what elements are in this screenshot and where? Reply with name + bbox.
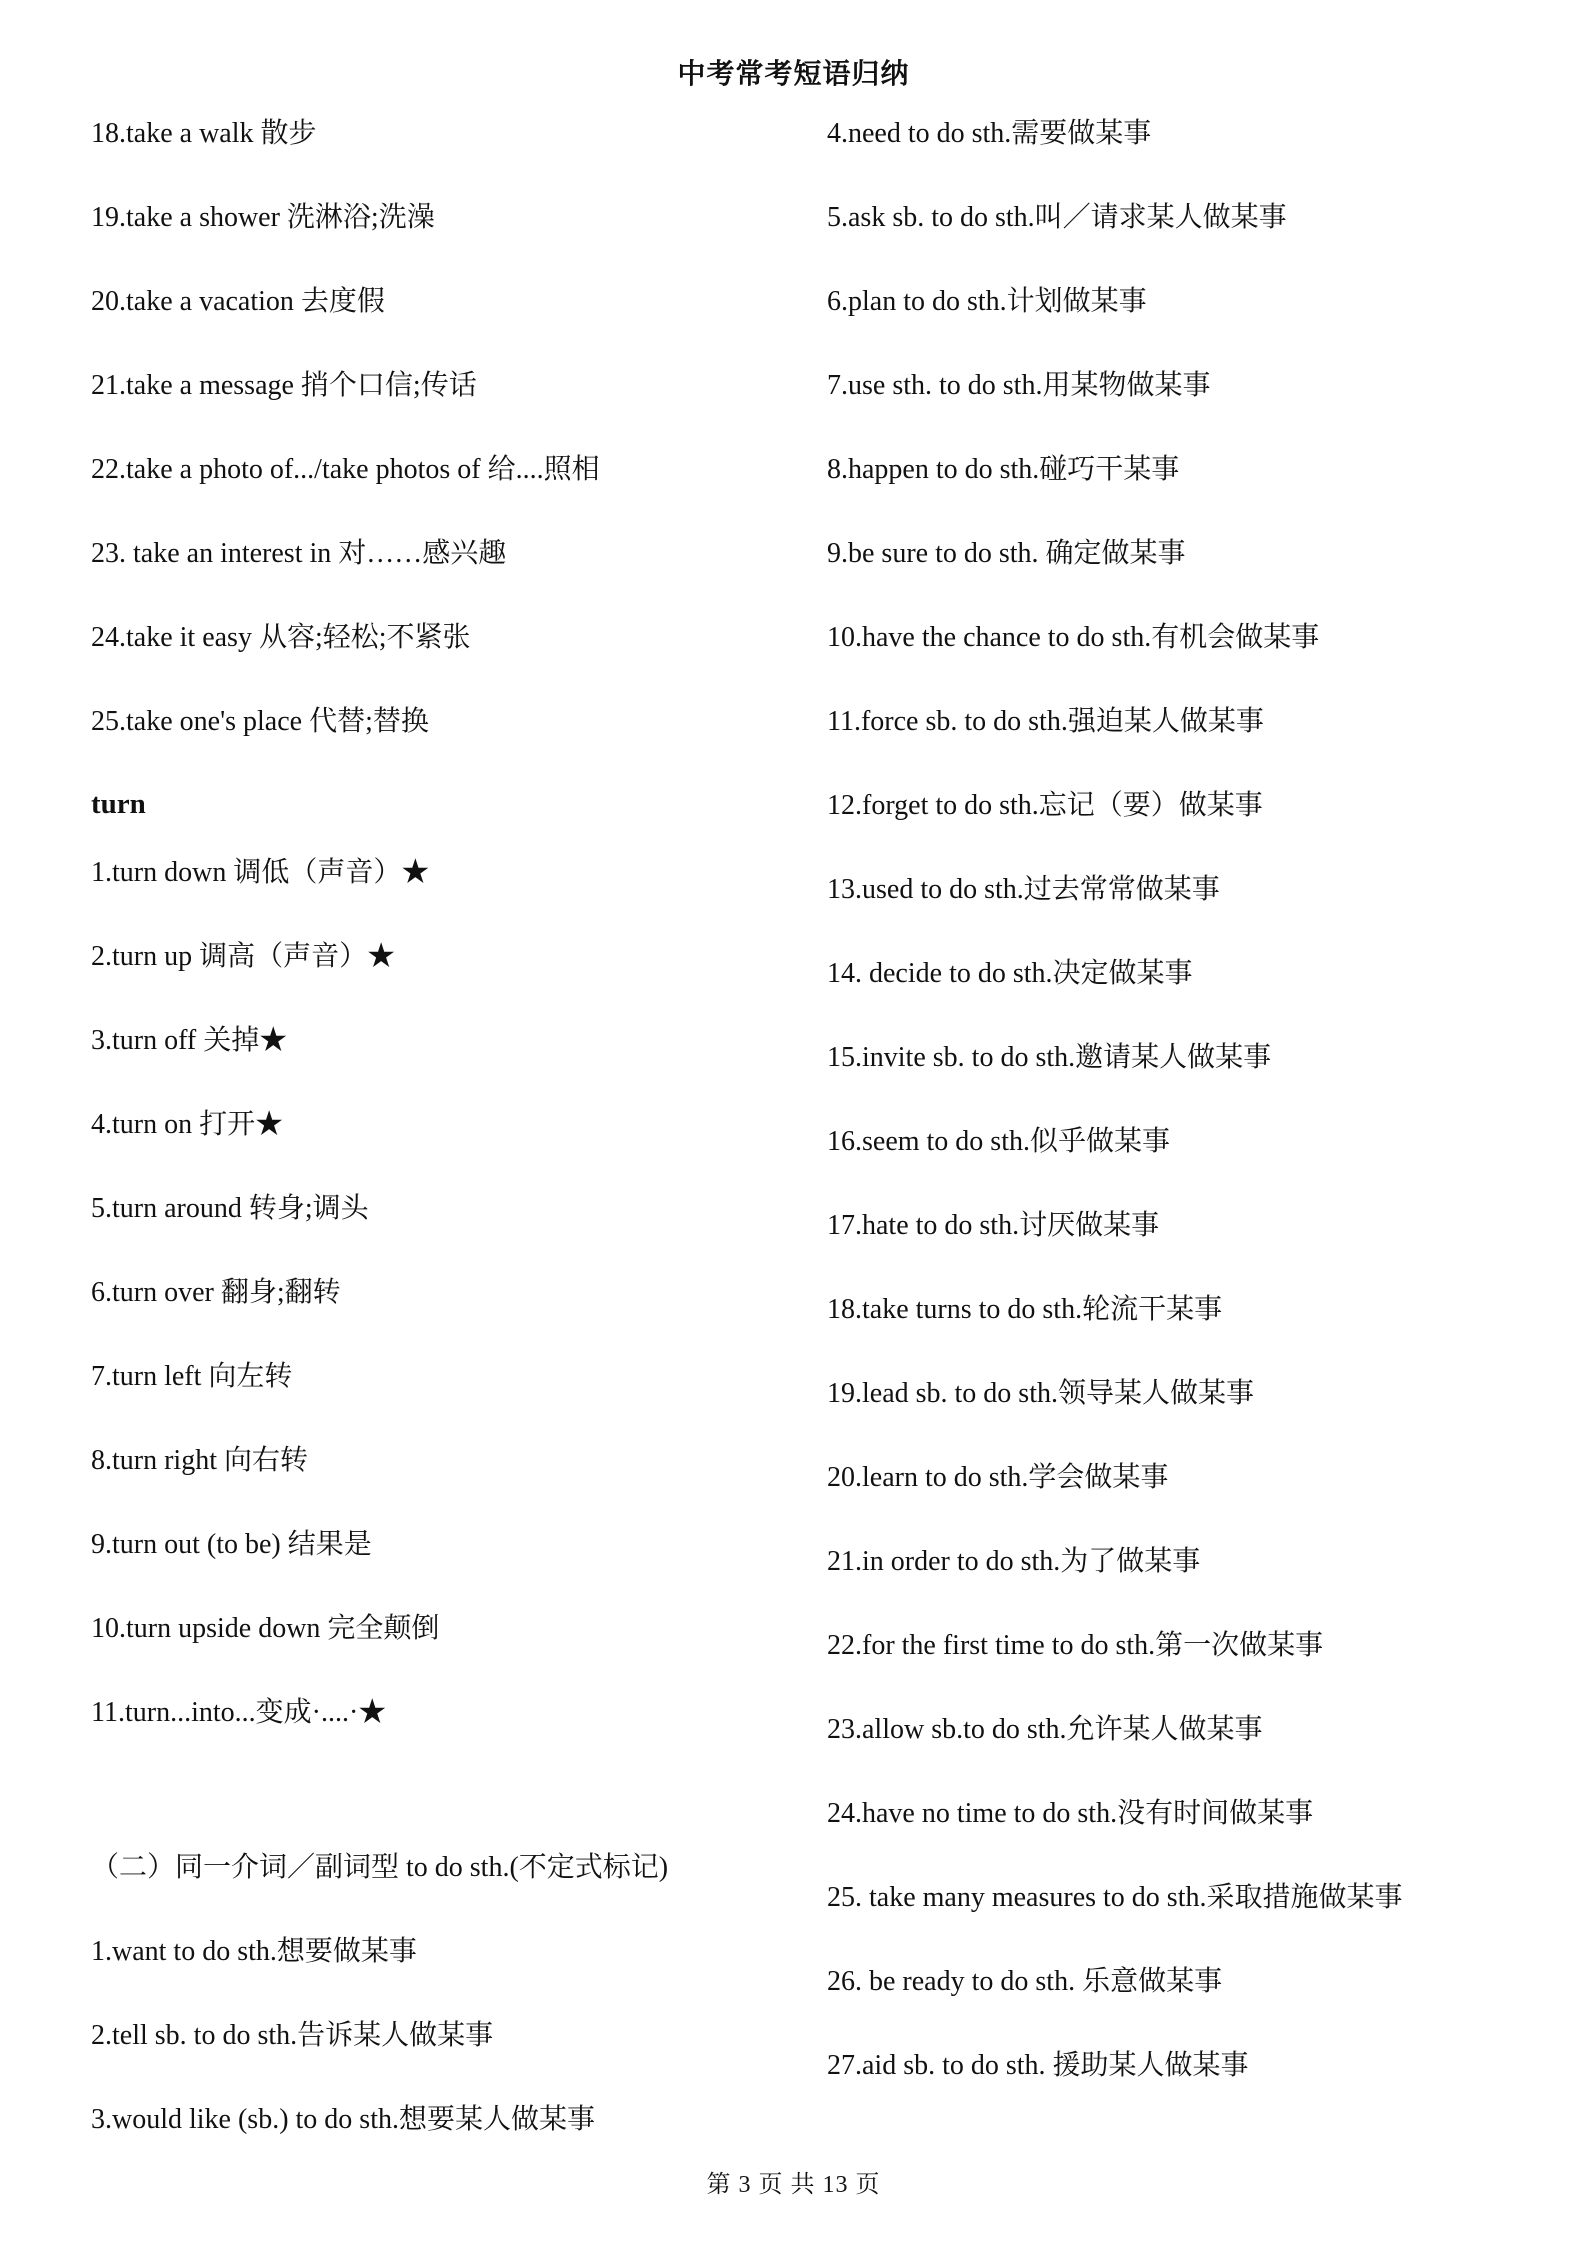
phrase-item: 18.take turns to do sth.轮流干某事 — [827, 1294, 1223, 1325]
phrase-item: 4.need to do sth.需要做某事 — [827, 118, 1152, 149]
phrase-item: 7.turn left 向左转 — [91, 1361, 293, 1392]
phrase-item: 16.seem to do sth.似乎做某事 — [827, 1126, 1170, 1157]
phrase-item: 15.invite sb. to do sth.邀请某人做某事 — [827, 1042, 1272, 1073]
phrase-item: 25. take many measures to do sth.采取措施做某事 — [827, 1882, 1403, 1913]
phrase-item: 23.allow sb.to do sth.允许某人做某事 — [827, 1714, 1263, 1745]
phrase-item: （二）同一介词／副词型 to do sth.(不定式标记) — [91, 1852, 669, 1883]
phrase-item: 21.take a message 捎个口信;传话 — [91, 370, 477, 401]
phrase-item: 3.turn off 关掉★ — [91, 1025, 288, 1056]
phrase-item: 19.take a shower 洗淋浴;洗澡 — [91, 202, 435, 233]
phrase-item: 9.be sure to do sth. 确定做某事 — [827, 538, 1186, 569]
phrase-item: 1.want to do sth.想要做某事 — [91, 1936, 417, 1967]
spacer — [91, 1771, 811, 1842]
phrase-item: 17.hate to do sth.讨厌做某事 — [827, 1210, 1160, 1241]
phrase-item: 20.learn to do sth.学会做某事 — [827, 1462, 1169, 1493]
phrase-item: 2.turn up 调高（声音）★ — [91, 941, 396, 972]
phrase-item: 3.would like (sb.) to do sth.想要某人做某事 — [91, 2104, 595, 2135]
phrase-item: 8.turn right 向右转 — [91, 1445, 308, 1476]
phrase-item: 1.turn down 调低（声音）★ — [91, 857, 430, 888]
section-heading: turn — [91, 788, 146, 820]
phrase-item: 14. decide to do sth.决定做某事 — [827, 958, 1193, 989]
left-column — [91, 108, 811, 2178]
phrase-item: 5.turn around 转身;调头 — [91, 1193, 369, 1224]
phrase-item: 23. take an interest in 对……感兴趣 — [91, 538, 507, 569]
phrase-item: 8.happen to do sth.碰巧干某事 — [827, 454, 1180, 485]
phrase-item: 4.turn on 打开★ — [91, 1109, 284, 1140]
phrase-item: 26. be ready to do sth. 乐意做某事 — [827, 1966, 1223, 1997]
phrase-item: 10.have the chance to do sth.有机会做某事 — [827, 622, 1320, 653]
phrase-item: 11.turn...into...变成·....·★ — [91, 1697, 387, 1728]
page-footer: 第 3 页 共 13 页 — [706, 2172, 881, 2198]
phrase-item: 5.ask sb. to do sth.叫／请求某人做某事 — [827, 202, 1287, 233]
phrase-item: 22.take a photo of.../take photos of 给....照相 — [91, 454, 600, 485]
phrase-item: 11.force sb. to do sth.强迫某人做某事 — [827, 706, 1264, 737]
phrase-item: 6.turn over 翻身;翻转 — [91, 1277, 341, 1308]
phrase-item: 2.tell sb. to do sth.告诉某人做某事 — [91, 2020, 494, 2051]
phrase-item: 9.turn out (to be) 结果是 — [91, 1529, 372, 1560]
phrase-item: 22.for the first time to do sth.第一次做某事 — [827, 1630, 1324, 1661]
phrase-item: 24.have no time to do sth.没有时间做某事 — [827, 1798, 1314, 1829]
phrase-item: 21.in order to do sth.为了做某事 — [827, 1546, 1201, 1577]
phrase-item: 20.take a vacation 去度假 — [91, 286, 385, 317]
phrase-item: 10.turn upside down 完全颠倒 — [91, 1613, 440, 1644]
phrase-item: 25.take one's place 代替;替换 — [91, 706, 429, 737]
page-title: 中考常考短语归纳 — [677, 59, 910, 90]
right-column — [827, 108, 1567, 2124]
phrase-item: 6.plan to do sth.计划做某事 — [827, 286, 1147, 317]
phrase-item: 24.take it easy 从容;轻松;不紧张 — [91, 622, 471, 653]
phrase-item: 7.use sth. to do sth.用某物做某事 — [827, 370, 1211, 401]
phrase-item: 18.take a walk 散步 — [91, 118, 317, 149]
phrase-item: 27.aid sb. to do sth. 援助某人做某事 — [827, 2050, 1249, 2081]
phrase-item: 12.forget to do sth.忘记（要）做某事 — [827, 790, 1263, 821]
phrase-item: 13.used to do sth.过去常常做某事 — [827, 874, 1220, 905]
phrase-item: 19.lead sb. to do sth.领导某人做某事 — [827, 1378, 1254, 1409]
